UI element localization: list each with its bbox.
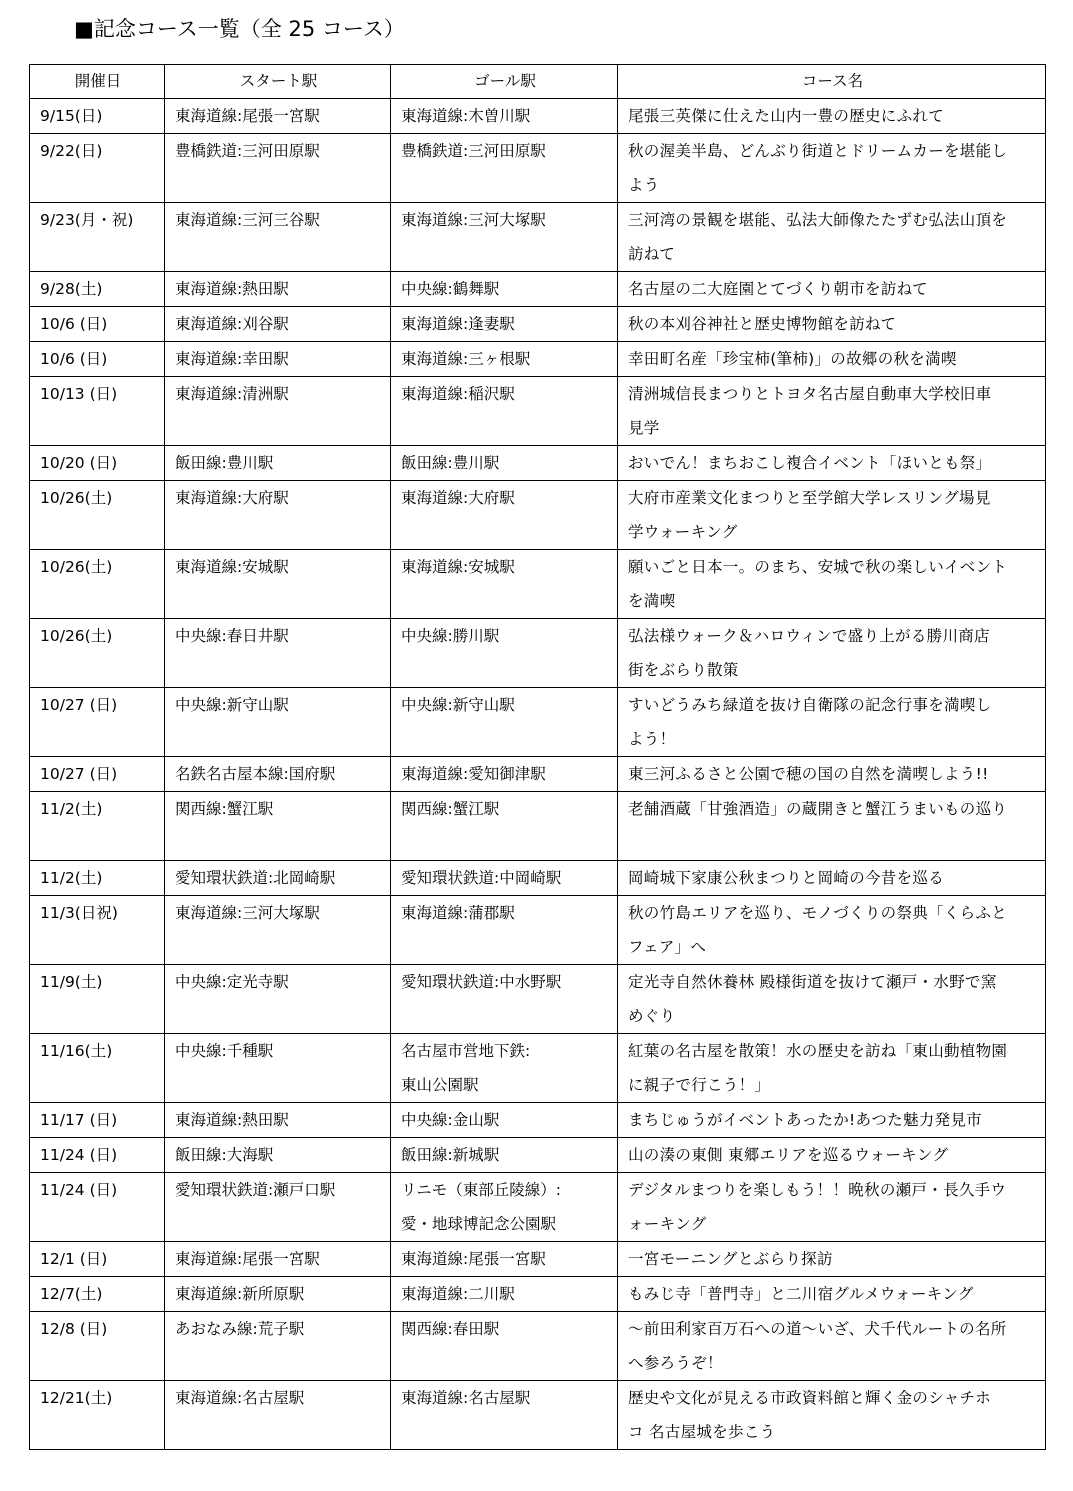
course-name-cell-line: コ 名古屋城を歩こう [628,1423,776,1441]
goal-station-cell [391,1173,618,1242]
goal-station-cell-line: 東山公園駅 [401,1076,479,1094]
goal-station-cell-line: 東海道線:二川駅 [401,1285,515,1303]
course-name-cell-line: 歴史や文化が見える市政資料館と輝く金のシャチホ [628,1389,992,1407]
course-name-cell-line: に親子で行こう！」 [628,1076,771,1094]
course-name-cell [618,1034,1046,1103]
table-row [30,342,1046,377]
course-name-cell [618,1173,1046,1242]
header-goal-station: ゴール駅 [391,65,618,99]
table-row [30,861,1046,896]
start-station-cell: 中央線:千種駅 [165,1034,391,1103]
course-name-cell-line: まちじゅうがイベントあったか!あつた魅力発見市 [628,1111,982,1129]
course-name-cell-line: ～前田利家百万石への道～いざ、犬千代ルートの名所 [628,1320,1007,1338]
course-name-cell [618,307,1046,342]
goal-station-cell [391,1034,618,1103]
date-cell: 11/16(土) [30,1034,165,1103]
start-station-cell: 東海道線:幸田駅 [165,342,391,377]
course-name-cell [618,481,1046,550]
goal-station-cell-line: 飯田線:新城駅 [401,1146,500,1164]
course-name-cell-line: おいでん！まちおこし複合イベント「ほいとも祭」 [628,454,992,472]
goal-station-cell-line: 東海道線:名古屋駅 [401,1389,531,1407]
table-row [30,203,1046,272]
table-row [30,965,1046,1034]
course-name-cell [618,203,1046,272]
goal-station-cell-line: 関西線:蟹江駅 [401,800,500,818]
goal-station-cell-line: 東海道線:三ヶ根駅 [401,350,531,368]
course-name-cell-line: もみじ寺「普門寺」と二川宿グルメウォーキング [628,1285,974,1303]
course-name-cell-line: 幸田町名産「珍宝柿(筆柿)」の故郷の秋を満喫 [628,350,957,368]
course-name-cell [618,446,1046,481]
start-station-cell: 東海道線:三河三谷駅 [165,203,391,272]
date-cell: 10/27 (日) [30,757,165,792]
course-name-cell [618,861,1046,896]
date-cell: 10/26(土) [30,550,165,619]
table-row [30,307,1046,342]
goal-station-cell-line: 東海道線:安城駅 [401,558,515,576]
course-name-cell-line: へ参ろうぞ！ [628,1354,723,1372]
course-name-cell-line: 定光寺自然休養林 殿様街道を抜けて瀬戸・水野で窯 [628,973,997,991]
course-name-cell [618,1138,1046,1173]
course-name-cell-line: 東三河ふるさと公園で穂の国の自然を満喫しよう!! [628,765,989,783]
goal-station-cell [391,342,618,377]
goal-station-cell [391,1242,618,1277]
course-name-cell [618,896,1046,965]
course-name-cell-line [628,826,1037,860]
table-row [30,1242,1046,1277]
goal-station-cell [391,307,618,342]
goal-station-cell-line: 関西線:春田駅 [401,1320,500,1338]
start-station-cell: 飯田線:豊川駅 [165,446,391,481]
date-cell: 12/1 (日) [30,1242,165,1277]
goal-station-cell [391,619,618,688]
goal-station-cell [391,481,618,550]
header-course-name: コース名 [618,65,1046,99]
table-row [30,1381,1046,1450]
table-row [30,377,1046,446]
course-name-cell [618,550,1046,619]
goal-station-cell-line: 愛知環状鉄道:中岡崎駅 [401,869,562,887]
goal-station-cell-line: 名古屋市営地下鉄: [401,1042,531,1060]
goal-station-cell [391,99,618,134]
goal-station-cell [391,203,618,272]
course-name-cell [618,1103,1046,1138]
date-cell: 10/20 (日) [30,446,165,481]
date-cell: 12/7(土) [30,1277,165,1312]
goal-station-cell [391,688,618,757]
course-table [29,64,1046,1450]
page-title: ■記念コース一覧（全 25 コース） [74,17,405,41]
date-cell: 10/27 (日) [30,688,165,757]
course-name-cell [618,377,1046,446]
table-row [30,134,1046,203]
goal-station-cell [391,1312,618,1381]
table-row [30,1034,1046,1103]
table-row [30,896,1046,965]
date-cell: 9/23(月・祝) [30,203,165,272]
date-cell: 11/2(土) [30,792,165,861]
date-cell: 11/3(日祝) [30,896,165,965]
course-name-cell-line: すいどうみち緑道を抜け自衛隊の記念行事を満喫し [628,696,992,714]
course-name-cell [618,792,1046,861]
start-station-cell: 東海道線:尾張一宮駅 [165,1242,391,1277]
goal-station-cell [391,550,618,619]
course-name-cell-line: 大府市産業文化まつりと至学館大学レスリング場見 [628,489,991,507]
table-row [30,1277,1046,1312]
goal-station-cell-line: 東海道線:蒲郡駅 [401,904,515,922]
course-name-cell [618,965,1046,1034]
course-name-cell-line: 清洲城信長まつりとトヨタ名古屋自動車大学校旧車 [628,385,992,403]
course-name-cell-line: 秋の本刈谷神社と歴史博物館を訪ねて [628,315,897,333]
start-station-cell: 中央線:春日井駅 [165,619,391,688]
goal-station-cell-line: 豊橋鉄道:三河田原駅 [401,142,546,160]
goal-station-cell [391,861,618,896]
table-row [30,1138,1046,1173]
course-name-cell-line: 見学 [628,419,660,437]
date-cell: 10/6 (日) [30,307,165,342]
date-cell: 12/8 (日) [30,1312,165,1381]
table-row [30,550,1046,619]
course-name-cell [618,272,1046,307]
course-name-cell-line: フェア」へ [628,938,707,956]
course-name-cell-line: 尾張三英傑に仕えた山内一豊の歴史にふれて [628,107,945,125]
course-name-cell-line: 街をぶらり散策 [628,661,739,679]
start-station-cell: 名鉄名古屋本線:国府駅 [165,757,391,792]
course-name-cell-line: 秋の渥美半島、どんぶり街道とドリームカーを堪能し [628,142,1008,160]
course-name-cell-line: 山の湊の東側 東郷エリアを巡るウォーキング [628,1146,949,1164]
goal-station-cell [391,446,618,481]
course-name-cell-line: よう！ [628,730,676,748]
header-start-station: スタート駅 [165,65,391,99]
table-row [30,481,1046,550]
goal-station-cell [391,377,618,446]
start-station-cell: 中央線:新守山駅 [165,688,391,757]
goal-station-cell-line: 東海道線:愛知御津駅 [401,765,546,783]
date-cell: 9/28(土) [30,272,165,307]
table-row [30,1312,1046,1381]
goal-station-cell [391,1138,618,1173]
goal-station-cell-line: 東海道線:大府駅 [401,489,515,507]
course-name-cell-line: 学ウォーキング [628,523,738,541]
course-name-cell-line: 名古屋の二大庭園とてづくり朝市を訪ねて [628,280,928,298]
start-station-cell: 飯田線:大海駅 [165,1138,391,1173]
course-name-cell-line: 三河湾の景観を堪能、弘法大師像たたずむ弘法山頂を [628,211,1008,229]
start-station-cell: 東海道線:三河大塚駅 [165,896,391,965]
goal-station-cell [391,272,618,307]
course-name-cell-line: 老舗酒蔵「甘強酒造」の蔵開きと蟹江うまいもの巡り [628,800,1008,818]
date-cell: 10/6 (日) [30,342,165,377]
table-row [30,1173,1046,1242]
start-station-cell: 東海道線:尾張一宮駅 [165,99,391,134]
start-station-cell: 東海道線:新所原駅 [165,1277,391,1312]
goal-station-cell-line: 東海道線:木曽川駅 [401,107,531,125]
table-header-row [30,65,1046,99]
date-cell: 9/15(日) [30,99,165,134]
table-row [30,1103,1046,1138]
table-row [30,99,1046,134]
course-name-cell [618,1312,1046,1381]
goal-station-cell-line: リニモ（東部丘陵線）: [401,1181,561,1199]
table-row [30,446,1046,481]
course-name-cell-line: 訪ねて [628,245,676,263]
table-row [30,272,1046,307]
start-station-cell: 東海道線:名古屋駅 [165,1381,391,1450]
goal-station-cell-line: 愛知環状鉄道:中水野駅 [401,973,562,991]
course-name-cell-line: 願いごと日本一。のまち、安城で秋の楽しいイベント [628,558,1008,576]
course-name-cell [618,134,1046,203]
table-row [30,792,1046,861]
course-name-cell-line: めぐり [628,1007,676,1025]
goal-station-cell [391,757,618,792]
goal-station-cell-line: 東海道線:稲沢駅 [401,385,515,403]
date-cell: 11/24 (日) [30,1138,165,1173]
course-name-cell [618,342,1046,377]
course-name-cell [618,619,1046,688]
course-name-cell [618,99,1046,134]
course-name-cell-line: 岡崎城下家康公秋まつりと岡崎の今昔を巡る [628,869,945,887]
goal-station-cell-line: 中央線:金山駅 [401,1111,500,1129]
course-name-cell-line: よう [628,176,660,194]
course-name-cell-line: 紅葉の名古屋を散策！水の歴史を訪ね「東山動植物園 [628,1042,1008,1060]
start-station-cell: 中央線:定光寺駅 [165,965,391,1034]
date-cell: 10/13 (日) [30,377,165,446]
goal-station-cell [391,1277,618,1312]
date-cell: 10/26(土) [30,481,165,550]
course-name-cell-line: 一宮モーニングとぶらり探訪 [628,1250,833,1268]
course-rows [30,99,1046,1450]
start-station-cell: 豊橋鉄道:三河田原駅 [165,134,391,203]
goal-station-cell-line: 東海道線:尾張一宮駅 [401,1250,546,1268]
course-name-cell [618,1277,1046,1312]
course-name-cell-line: 弘法様ウォーク＆ハロウィンで盛り上がる勝川商店 [628,627,990,645]
date-cell: 9/22(日) [30,134,165,203]
goal-station-cell-line: 中央線:鶴舞駅 [401,280,500,298]
table-row [30,688,1046,757]
goal-station-cell-line: 中央線:新守山駅 [401,696,515,714]
course-name-cell [618,688,1046,757]
date-cell: 10/26(土) [30,619,165,688]
goal-station-cell-line: 愛・地球博記念公園駅 [401,1215,557,1233]
start-station-cell: 東海道線:刈谷駅 [165,307,391,342]
start-station-cell: 関西線:蟹江駅 [165,792,391,861]
start-station-cell: 愛知環状鉄道:瀬戸口駅 [165,1173,391,1242]
date-cell: 11/9(土) [30,965,165,1034]
course-name-cell-line: デジタルまつりを楽しもう！！晩秋の瀬戸・長久手ウ [628,1181,1007,1199]
table-row [30,619,1046,688]
start-station-cell: 東海道線:熱田駅 [165,1103,391,1138]
date-cell: 11/17 (日) [30,1103,165,1138]
goal-station-cell-line: 中央線:勝川駅 [401,627,500,645]
course-name-cell-line: ォーキング [628,1215,707,1233]
course-name-cell [618,1242,1046,1277]
start-station-cell: 東海道線:安城駅 [165,550,391,619]
goal-station-cell [391,965,618,1034]
start-station-cell: あおなみ線:荒子駅 [165,1312,391,1381]
goal-station-cell [391,792,618,861]
goal-station-cell [391,1381,618,1450]
course-name-cell-line: 秋の竹島エリアを巡り、モノづくりの祭典「くらふと [628,904,1008,922]
goal-station-cell-line: 飯田線:豊川駅 [401,454,500,472]
goal-station-cell [391,134,618,203]
start-station-cell: 東海道線:清洲駅 [165,377,391,446]
header-date: 開催日 [30,65,165,99]
course-name-cell-line: を満喫 [628,592,676,610]
date-cell: 11/2(土) [30,861,165,896]
course-name-cell [618,1381,1046,1450]
goal-station-cell-line: 東海道線:逢妻駅 [401,315,515,333]
date-cell: 11/24 (日) [30,1173,165,1242]
goal-station-cell-line: 東海道線:三河大塚駅 [401,211,546,229]
date-cell: 12/21(土) [30,1381,165,1450]
table-row [30,757,1046,792]
goal-station-cell [391,896,618,965]
course-name-cell [618,757,1046,792]
start-station-cell: 東海道線:大府駅 [165,481,391,550]
start-station-cell: 愛知環状鉄道:北岡崎駅 [165,861,391,896]
goal-station-cell [391,1103,618,1138]
start-station-cell: 東海道線:熱田駅 [165,272,391,307]
